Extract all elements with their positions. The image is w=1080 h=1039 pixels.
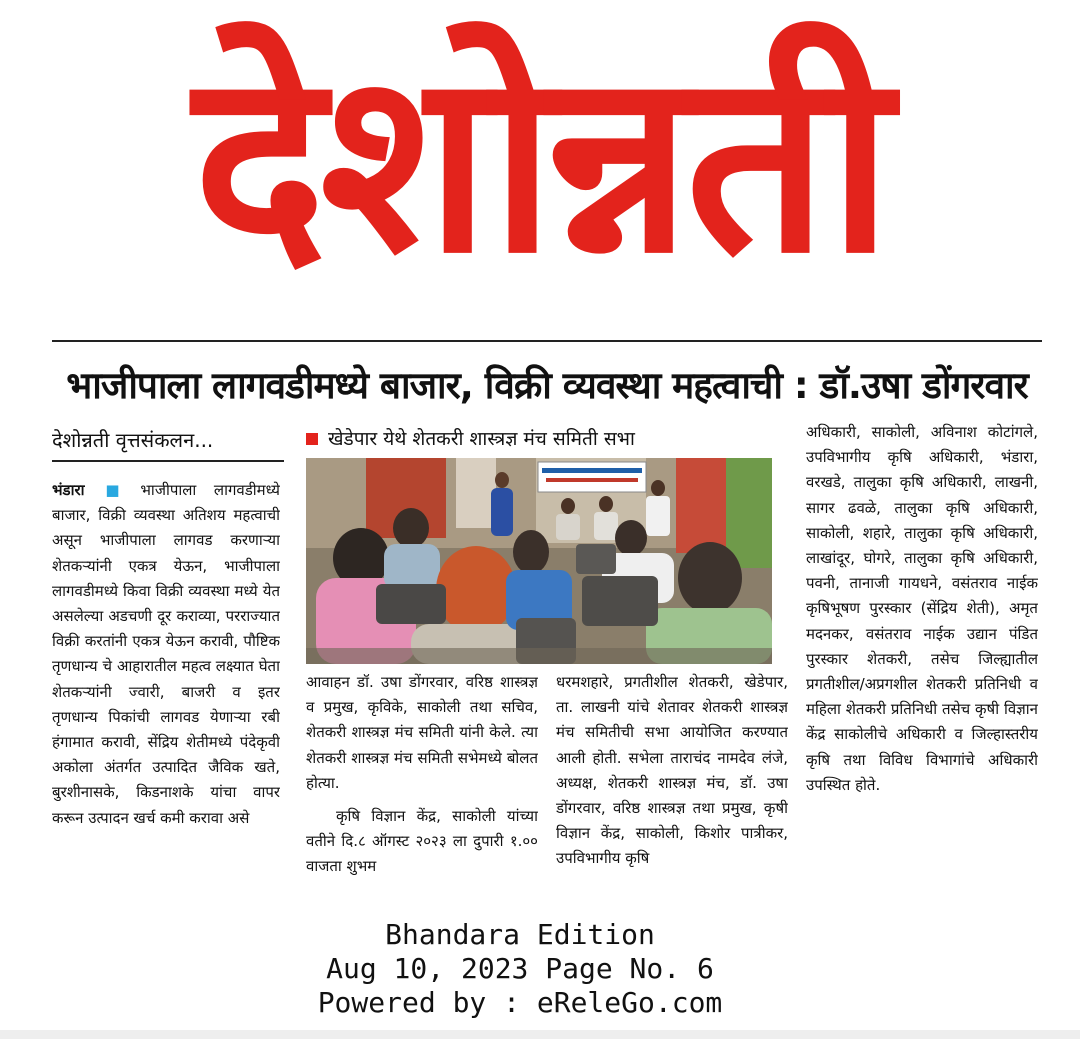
bottom-strip <box>0 1030 1080 1039</box>
article-column-1 <box>52 478 280 918</box>
column-4-text: अधिकारी, साकोली, अविनाश कोटांगले, उपविभागीय कृषि अधिकारी, भंडारा, वरखडे, तालुका कृषि अधिकारी, लाखनी, सागर ढवळे, तालुका कृषि अधिकारी, साकोली, शहारे, तालुका कृषि अधिकारी, लाखांदूर, घोगरे, तालुका कृषि अधिकारी, पवनी, तानाजी गायधने, वसंतराव नाईक कृषिभूषण पुरस्कार (सेंद्रिय शेती), अमृत मदनकर, वसंतराव नाईक उद्यान पंडित पुरस्कार शेतकरी, तसेच जिल्ह्यातील प्रगतीशील/अप्रगशील शेतकरी प्रतिनिधी व महिला शेतकरी प्रतिनिधी तसेच कृषी विज्ञान केंद्र साकोलीचे अधिकारी व जिल्हास्तरीय कृषि तथा विविध विभागांचे अधिकारी उपस्थित होते. <box>806 423 1038 794</box>
masthead-title: देशोन्नती <box>193 17 887 308</box>
article-column-3 <box>556 670 788 920</box>
column-3-text: धरमशहारे, प्रगतीशील शेतकरी, खेडेपार, ता. लाखनी यांचे शेतावर शेतकरी शास्त्रज्ञ मंच समितीची सभा आयोजित करण्यात आली होती. सभेला ताराचंद नामदेव लंजे, अध्यक्ष, शेतकरी शास्त्रज्ञ मंच, डॉ. उषा डोंगरवार, वरिष्ठ शास्त्रज्ञ तथा प्रमुख, कृषी विज्ञान केंद्र, साकोली, किशोर पात्रीकर, उपविभागीय कृषि <box>556 673 788 868</box>
masthead <box>0 0 1080 330</box>
masthead-rule <box>52 340 1042 342</box>
article-headline: भाजीपाला लागवडीमध्ये बाजार, विक्री व्यवस्था महत्वाची : डॉ.उषा डोंगरवार <box>66 364 1028 407</box>
dateline-bullet-icon: ■ <box>92 481 133 499</box>
article-column-2 <box>306 670 538 920</box>
edition-date-page: Aug 10, 2023 Page No. 6 <box>326 952 714 985</box>
edition-name: Bhandara Edition <box>385 918 655 951</box>
article-byline: देशोन्नती वृत्तसंकलन... <box>52 424 284 462</box>
column-1-text: भाजीपाला लागवडीमध्ये बाजार, विक्री व्यवस्था अतिशय महत्वाची असून भाजीपाला लागवड करणाऱ्या शेतकऱ्यांनी एकत्र येऊन, भाजीपाला लागवडीमध्ये किवा विक्री व्यवस्था मध्ये येत असलेल्या अडचणी दूर कराव्या, परराज्यात विक्री करतांनी एकत्र येऊन करावी, पौष्टिक तृणधान्य चे आहारातील महत्व लक्ष्यात घेता शेतकऱ्यांनी ज्वारी, बाजरी व इतर तृणधान्य पिकांची लागवड येणाऱ्या रबी हंगामात करावी, सेंद्रिय शेतीमध्ये पंदेकृवी अकोला अंतर्गत उत्पादित जैविक खते, बुरशीनासके, किडनाशके यांचा वापर करून उत्पादन खर्च कमी करावा असे <box>52 481 280 827</box>
column-2-paragraph-1: आवाहन डॉ. उषा डोंगरवार, वरिष्ठ शास्त्रज्ञ व प्रमुख, कृविके, साकोली तथा सचिव, शेतकरी शास्त्रज्ञ मंच समिती यांनी केले. त्या शेतकरी शास्त्रज्ञ मंच समिती सभेमध्ये बोलत होत्या. <box>306 673 538 792</box>
red-square-bullet-icon <box>306 433 318 445</box>
photo-subhead <box>306 424 790 454</box>
powered-by: Powered by : eReleGo.com <box>317 986 723 1019</box>
dateline: भंडारा <box>52 481 85 499</box>
photo-subhead-text: खेडेपार येथे शेतकरी शास्त्रज्ञ मंच समिती सभा <box>328 428 635 450</box>
edition-footer <box>260 918 780 1020</box>
meeting-photo <box>306 458 772 664</box>
article-column-4 <box>806 420 1038 920</box>
column-2-paragraph-2: कृषि विज्ञान केंद्र, साकोली यांच्या वतीने दि.८ ऑगस्ट २०२३ ला दुपारी १.०० वाजता शुभम <box>306 807 538 876</box>
